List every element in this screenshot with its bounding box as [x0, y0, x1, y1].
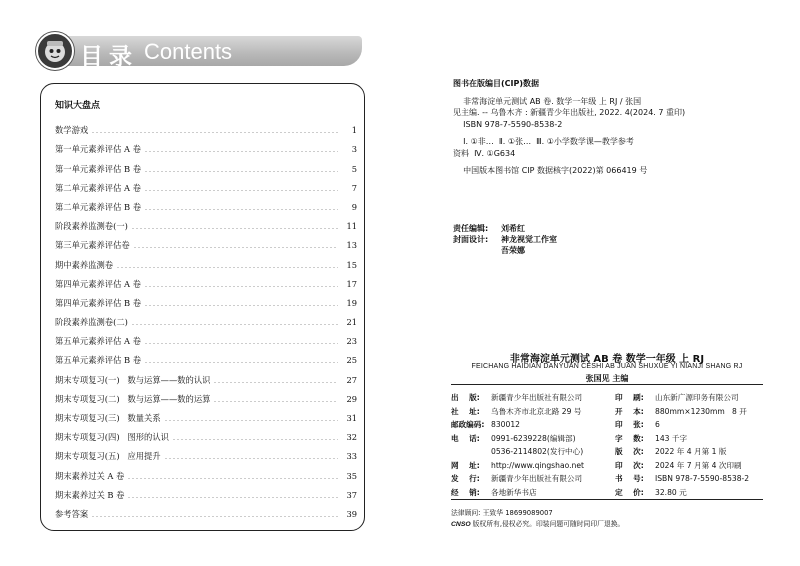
cip-line: 见主编. -- 乌鲁木齐 : 新疆青少年出版社, 2022. 4(2024. 7 重印) [453, 108, 686, 117]
colophon-key: 出 版: [451, 393, 480, 402]
colophon-key: 书 号: [615, 474, 644, 483]
toc-entry-title: 第三单元素养评估卷 [55, 240, 130, 251]
cip-line: ISBN 978-7-5590-8538-2 [453, 119, 563, 129]
toc-entry [55, 116, 357, 135]
toc-entry-title: 期末素养过关 A 卷 [55, 470, 125, 481]
staff-credits [453, 223, 557, 256]
toc-leader-dots [164, 420, 338, 421]
toc-panel [40, 83, 365, 531]
colophon-key: 经 销: [451, 487, 480, 497]
toc-entry-page: 5 [351, 163, 357, 174]
colophon-line [451, 472, 613, 486]
toc-entry [55, 481, 357, 500]
toc-leader-dots [213, 382, 338, 383]
toc-entry-title: 期末专项复习(四) 图形的认识 [55, 432, 169, 443]
toc-entry [55, 212, 357, 231]
book-title: 非常海淀单元测试 AB 卷 数学一年级 上 RJ [509, 354, 705, 365]
colophon-line [451, 459, 613, 473]
toc-entry-title: 期末专项复习(一) 数与运算——数的认识 [55, 374, 211, 385]
colophon-line [451, 432, 613, 446]
toc-entry [55, 135, 357, 154]
colophon-key [451, 445, 491, 459]
toc-leader-dots [144, 151, 338, 152]
editor-value: 刘希红 [501, 224, 525, 233]
colophon-value: http://www.qingshao.net [491, 460, 584, 470]
colophon-value: ISBN 978-7-5590-8538-2 [655, 474, 750, 483]
cip-line: 非常海淀单元测试 AB 卷. 数学一年级 上 RJ / 张国 [453, 96, 642, 106]
colophon-value: 乌鲁木齐市北京北路 29 号 [491, 406, 582, 416]
colophon-line [451, 418, 613, 432]
colophon-value: 0536-2114802(发行中心) [491, 447, 584, 456]
colophon-key: 印 次: [615, 460, 644, 470]
toc-header [36, 32, 362, 70]
toc-entry [55, 461, 357, 480]
toc-leader-dots [127, 478, 338, 479]
colophon-key: 版 次: [615, 447, 644, 456]
brand-logo: CNSO [451, 521, 471, 528]
toc-entry-page: 21 [346, 317, 357, 328]
toc-entry-title: 期末专项复习(三) 数量关系 [55, 413, 161, 423]
toc-entry-title: 第五单元素养评估 A 卷 [55, 336, 141, 347]
colophon-value: 山东新广源印务有限公司 [655, 393, 739, 402]
colophon-key: 定 价: [615, 487, 644, 497]
toc-leader-dots [131, 324, 338, 325]
toc-entry-page: 13 [346, 240, 357, 251]
toc-leader-dots [144, 343, 338, 344]
colophon-value: 各地新华书店 [491, 487, 537, 497]
toc-entry-title: 第四单元素养评估 A 卷 [55, 278, 141, 289]
colophon-line [615, 405, 763, 419]
toc-leader-dots [144, 286, 338, 287]
toc-entry [55, 442, 357, 461]
cover-design-value: 神龙视觉工作室 [501, 235, 557, 244]
toc-entry-title: 期末专项复习(二) 数与运算——数的运算 [55, 393, 211, 404]
colophon-value: 830012 [491, 420, 520, 429]
toc-entry [55, 174, 357, 193]
toc-entry-page: 17 [346, 278, 357, 289]
toc-entry-title: 阶段素养监测卷(一) [55, 221, 128, 232]
toc-entry-title: 期末素养过关 B 卷 [55, 489, 125, 500]
colophon-line [615, 472, 763, 486]
toc-section-title: 知识大盘点 [55, 101, 101, 111]
editor-label: 责任编辑: [453, 224, 489, 233]
cip-line: 中国版本图书馆 CIP 数据核字(2022)第 066419 号 [453, 166, 648, 175]
colophon-value: 新疆青少年出版社有限公司 [491, 393, 583, 402]
colophon-line [451, 486, 613, 500]
colophon-value: 32.80 元 [655, 487, 687, 497]
colophon-value: 0991-6239228(编辑部) [491, 433, 576, 443]
toc-entry-title: 第二单元素养评估 B 卷 [55, 201, 142, 212]
toc-entry-page: 7 [351, 182, 357, 193]
toc-entry-title: 参考答案 [55, 508, 89, 519]
cover-design-label: 封面设计: [453, 235, 489, 244]
colophon-line [451, 445, 613, 459]
toc-entry-title: 阶段素养监测卷(二) [55, 317, 128, 328]
toc-leader-dots [116, 267, 338, 268]
toc-leader-dots [172, 439, 338, 440]
toc-entry-page: 19 [346, 297, 357, 308]
toc-entry-page: 1 [351, 125, 357, 136]
toc-entry [55, 231, 357, 250]
toc-entry-page: 27 [346, 374, 357, 385]
toc-list [55, 116, 357, 519]
toc-entry [55, 270, 357, 289]
toc-entry [55, 327, 357, 346]
toc-entry-page: 31 [346, 413, 357, 423]
toc-entry-title: 数学游戏 [55, 125, 89, 136]
toc-leader-dots [213, 401, 338, 402]
cip-line: Ⅰ. ①非… Ⅱ. ①张… Ⅲ. ①小学数学课—教学参考 [453, 137, 634, 146]
book-chief-editor: 张国见 主编 [585, 374, 629, 383]
colophon-value: 2024 年 7 月第 4 次印刷 [655, 460, 742, 470]
toc-entry-page: 9 [351, 201, 357, 212]
toc-leader-dots [144, 305, 338, 306]
colophon-line [615, 391, 763, 405]
toc-title-cn: 目录 [80, 44, 138, 70]
colophon-line [615, 418, 763, 432]
colophon-key: 电 话: [451, 433, 480, 443]
colophon-value: 6 [655, 420, 660, 429]
toc-leader-dots [91, 132, 338, 133]
colophon-key: 发 行: [451, 474, 480, 483]
colophon-line [615, 432, 763, 446]
colophon-right [615, 391, 763, 499]
legal-notice [451, 508, 624, 530]
toc-entry-page: 23 [346, 336, 357, 347]
toc-entry-title: 第四单元素养评估 B 卷 [55, 297, 142, 308]
colophon-value: 880mm×1230mm 8 开 [655, 406, 747, 416]
cip-line: 资料 Ⅳ. ①G634 [453, 148, 516, 158]
cip-title: 图书在版编目(CIP)数据 [453, 79, 540, 88]
book-title-pinyin: FEICHANG HAIDIAN DANYUAN CESHI AB JUAN SHUXUE YI NIANJI SHANG RJ [471, 363, 743, 370]
toc-leader-dots [144, 209, 338, 210]
cip-block [453, 78, 773, 177]
colophon-key: 网 址: [451, 460, 480, 470]
colophon-table [451, 384, 763, 500]
toc-entry-page: 35 [346, 470, 357, 481]
toc-entry-page: 29 [346, 393, 357, 404]
toc-entry-title: 第一单元素养评估 A 卷 [55, 144, 141, 155]
cover-design-value: 吾荣娜 [501, 246, 525, 255]
toc-leader-dots [144, 190, 338, 191]
toc-entry [55, 308, 357, 327]
toc-leader-dots [131, 228, 338, 229]
toc-entry-page: 11 [346, 221, 357, 232]
colophon-key: 字 数: [615, 433, 644, 443]
toc-entry [55, 193, 357, 212]
toc-leader-dots [164, 458, 338, 459]
mascot-logo-icon [36, 32, 74, 70]
colophon-line [451, 405, 613, 419]
toc-entry-title: 第二单元素养评估 A 卷 [55, 182, 141, 193]
colophon-line [615, 445, 763, 459]
toc-leader-dots [91, 516, 338, 517]
colophon-key: 印 张: [615, 420, 644, 429]
toc-entry [55, 423, 357, 442]
copyright-notice: 版权所有,侵权必究。印装问题可随时同印厂退换。 [472, 520, 625, 528]
toc-entry [55, 404, 357, 423]
toc-entry [55, 250, 357, 269]
toc-entry-title: 第一单元素养评估 B 卷 [55, 163, 142, 174]
toc-entry-title: 期中素养监测卷 [55, 259, 114, 270]
toc-entry-page: 15 [346, 259, 357, 270]
colophon-line [615, 486, 763, 500]
colophon-key: 印 刷: [615, 393, 644, 402]
toc-entry-page: 37 [346, 489, 357, 500]
toc-entry [55, 385, 357, 404]
colophon-line [615, 459, 763, 473]
legal-counsel: 法律顾问: 王致华 18699089007 [451, 509, 553, 517]
toc-entry [55, 365, 357, 384]
toc-title-en: Contents [144, 39, 233, 64]
toc-entry-page: 3 [351, 144, 357, 155]
colophon-line [451, 391, 613, 405]
colophon-key: 邮政编码: [451, 420, 485, 429]
toc-entry-page: 33 [346, 451, 357, 462]
toc-entry-page: 25 [346, 355, 357, 366]
colophon-value: 2022 年 4 月第 1 版 [655, 447, 727, 456]
toc-entry [55, 289, 357, 308]
colophon-value: 新疆青少年出版社有限公司 [491, 474, 583, 483]
toc-leader-dots [133, 247, 338, 248]
toc-leader-dots [144, 362, 338, 363]
toc-entry-title: 期末专项复习(五) 应用提升 [55, 451, 161, 462]
toc-entry [55, 346, 357, 365]
toc-leader-dots [144, 171, 338, 172]
toc-entry-title: 第五单元素养评估 B 卷 [55, 355, 142, 366]
colophon-key: 开 本: [615, 406, 644, 416]
colophon-value: 143 千字 [655, 433, 688, 443]
toc-entry-page: 32 [346, 432, 357, 443]
colophon-key: 社 址: [451, 406, 480, 416]
toc-entry [55, 154, 357, 173]
colophon-left [451, 391, 613, 499]
toc-entry [55, 500, 357, 519]
toc-leader-dots [127, 497, 338, 498]
toc-entry-page: 39 [346, 508, 357, 519]
